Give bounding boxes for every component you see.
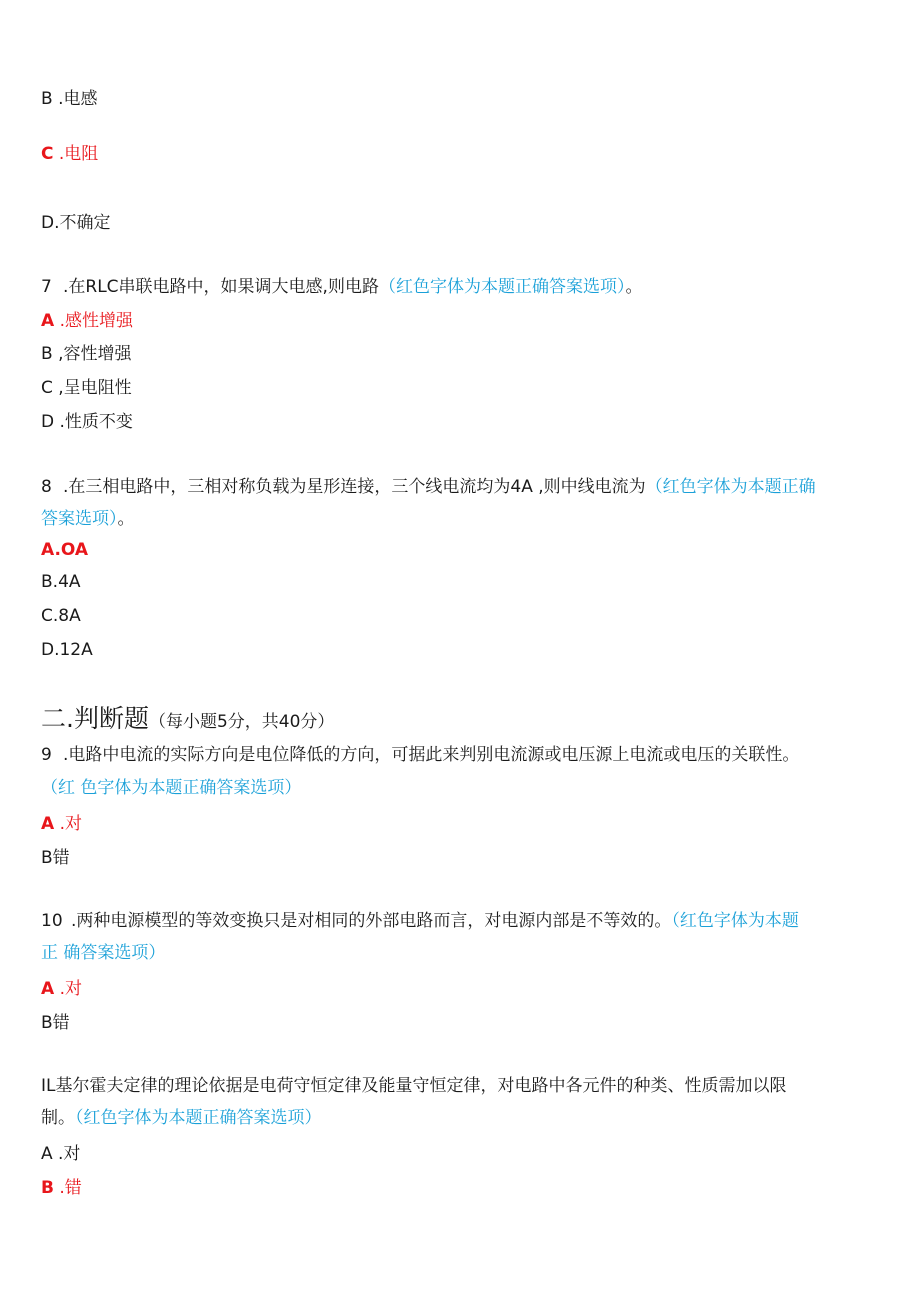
option-text: .错	[53, 1178, 82, 1198]
q7-option-c: C ,呈电阻性	[41, 378, 132, 398]
q10-option-a-correct	[41, 978, 82, 1000]
q11-stem-continued	[41, 1107, 322, 1129]
question-end: 。	[625, 277, 643, 297]
question-text: 制。	[41, 1108, 75, 1128]
q6-option-c-correct	[41, 143, 98, 165]
q7-stem	[41, 276, 642, 298]
option-key: A	[41, 311, 55, 331]
q8-option-b: B.4A	[41, 572, 81, 592]
option-text: .电阻	[53, 144, 99, 164]
q9-option-a-correct	[41, 813, 82, 835]
option-text: .感性增强	[54, 311, 133, 331]
answer-hint: 正 确答案选项）	[41, 943, 166, 963]
option-key: B	[41, 1178, 54, 1198]
question-number: 9	[41, 745, 52, 765]
q9-hint-line	[41, 777, 301, 799]
q10-stem	[41, 910, 799, 932]
q8-stem	[41, 476, 816, 498]
q6-option-d: D.不确定	[41, 213, 111, 233]
q8-option-c: C.8A	[41, 606, 81, 626]
q8-option-d: D.12A	[41, 640, 93, 660]
q7-option-b: B ,容性增强	[41, 344, 132, 364]
q9-stem	[41, 744, 799, 766]
answer-hint: （红色字体为本题正确	[645, 477, 816, 497]
section-heading	[41, 705, 334, 736]
section-subtitle: （每小题5分，共40分）	[148, 712, 335, 732]
q11-option-a: A .对	[41, 1144, 81, 1164]
answer-hint: 答案选项）	[41, 509, 118, 529]
q11-stem	[41, 1075, 786, 1097]
question-end: 。	[117, 509, 135, 529]
q8-option-a-correct	[41, 539, 88, 561]
section-title: 二.判断题	[41, 704, 149, 733]
option-key: C	[41, 144, 54, 164]
option-text: A.OA	[41, 540, 89, 560]
q11-option-b-correct	[41, 1177, 82, 1199]
answer-hint: （红色字体为本题	[671, 911, 799, 931]
q10-hint-line	[41, 942, 165, 964]
question-text: .两种电源模型的等效变换只是对相同的外部电路而言，对电源内部是不等效的。	[71, 911, 672, 931]
question-text: .电路中电流的实际方向是电位降低的方向，可据此来判别电流源或电压源上电流或电压的关联性。	[63, 745, 800, 765]
answer-hint: （红色字体为本题正确答案选项）	[378, 277, 626, 297]
q9-option-b: B错	[41, 848, 70, 868]
question-text: .在三相电路中，三相对称负载为星形连接，三个线电流均为4A ,则中线电流为	[63, 477, 646, 497]
question-text: IL基尔霍夫定律的理论依据是电荷守恒定律及能量守恒定律，对电路中各元件的种类、性质需加以限	[41, 1076, 787, 1096]
question-number: 7	[41, 277, 52, 297]
answer-hint: （红色字体为本题正确答案选项）	[75, 1108, 322, 1128]
q10-option-b: B错	[41, 1013, 70, 1033]
q6-option-b: B .电感	[41, 89, 98, 109]
option-key: A	[41, 814, 55, 834]
q7-option-a-correct	[41, 310, 133, 332]
question-text: .在RLC串联电路中，如果调大电感,则电路	[63, 277, 379, 297]
question-number: 10	[41, 911, 63, 931]
q7-option-d: D .性质不变	[41, 412, 133, 432]
option-key: A	[41, 979, 55, 999]
question-number: 8	[41, 477, 52, 497]
option-text: .对	[54, 814, 82, 834]
q8-stem-continued	[41, 508, 135, 530]
answer-hint: （红 色字体为本题正确答案选项）	[41, 778, 302, 798]
option-text: .对	[54, 979, 82, 999]
